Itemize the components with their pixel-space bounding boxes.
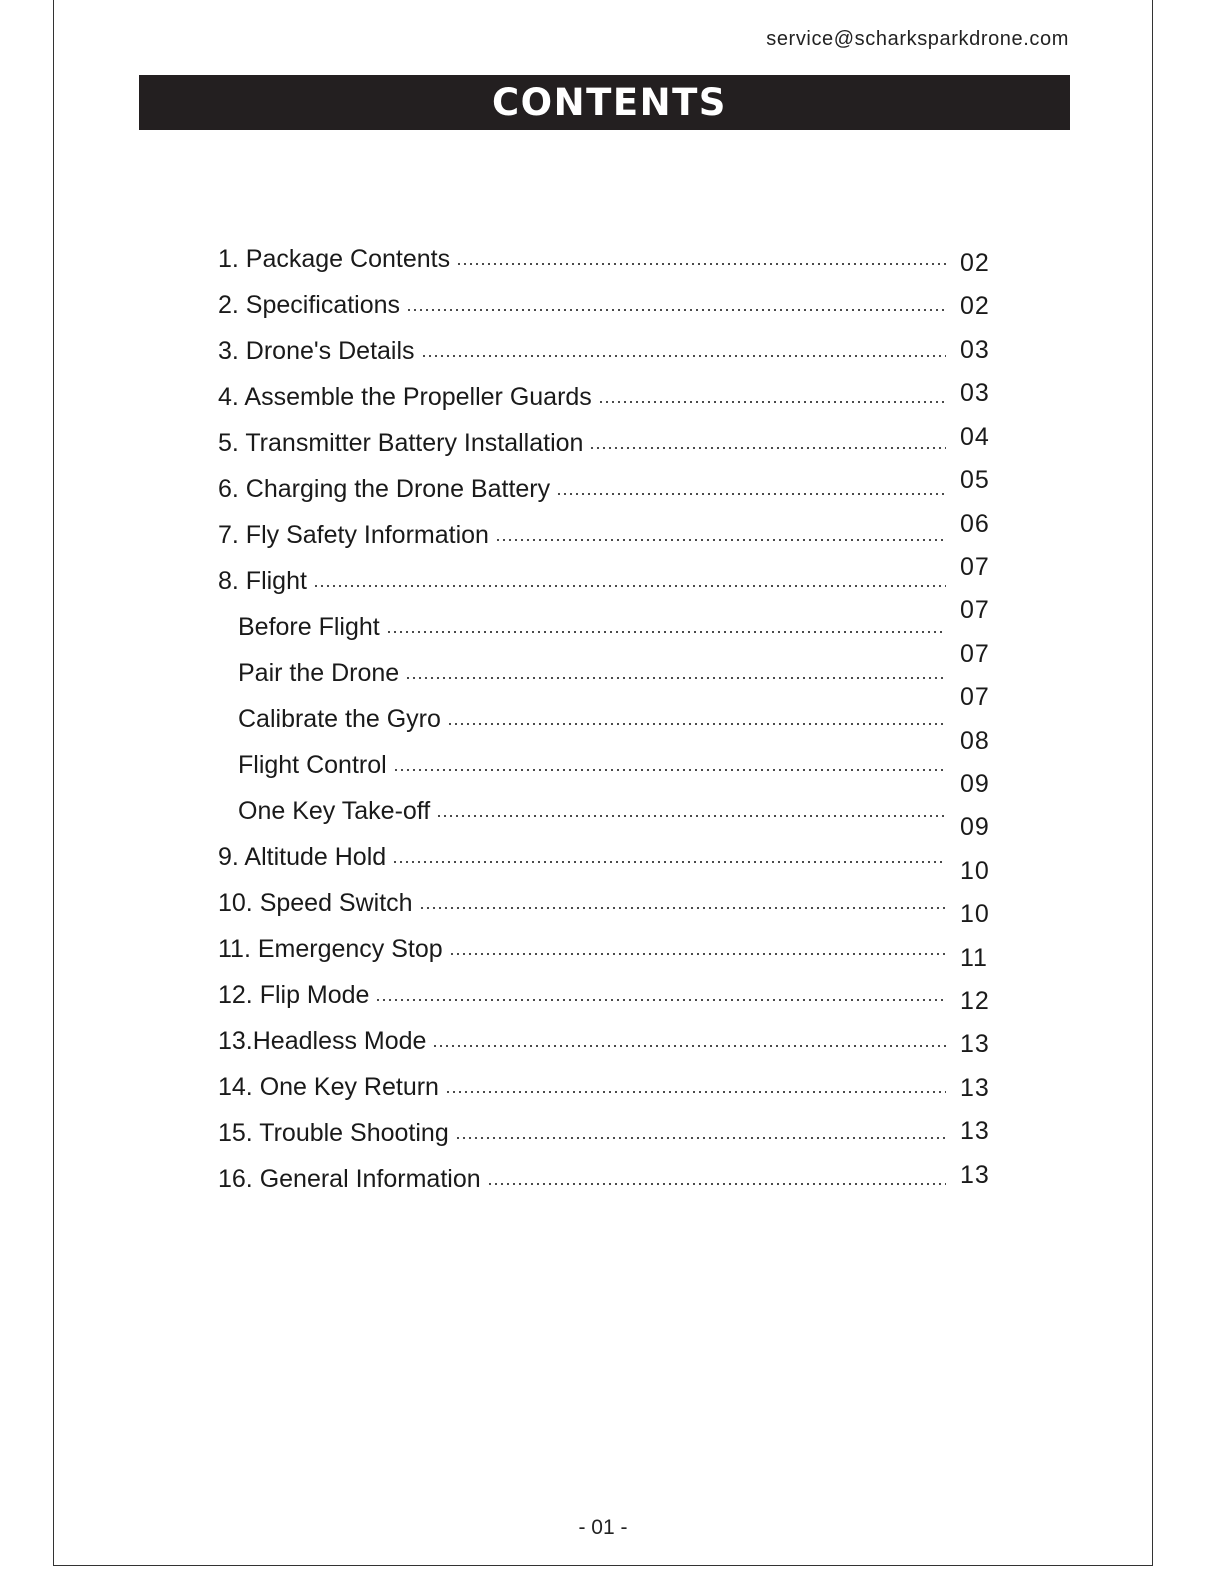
toc-entry-label: 10. Speed Switch — [218, 889, 413, 917]
page-number: 07 — [960, 640, 990, 668]
page-title: CONTENTS — [492, 81, 727, 124]
toc-entry-label: 12. Flip Mode — [218, 981, 370, 1009]
toc-entry-flight-control[interactable] — [238, 746, 946, 780]
page-number: 02 — [960, 292, 990, 320]
page-footer-number: - 01 - — [578, 1516, 628, 1539]
toc-entry-label: 16. General Information — [218, 1165, 481, 1193]
toc-entry-label: 2. Specifications — [218, 291, 401, 319]
dot-leader — [406, 309, 946, 311]
page-number: 13 — [960, 1161, 990, 1189]
page-number: 09 — [960, 770, 990, 798]
toc-entry-one-key-return[interactable] — [218, 1068, 946, 1102]
toc-entry-transmitter-battery[interactable] — [218, 424, 946, 458]
toc-entry-label: Pair the Drone — [238, 659, 400, 687]
toc-entry-label: 9. Altitude Hold — [218, 843, 387, 871]
toc-entry-label: 11. Emergency Stop — [218, 935, 443, 963]
page-number: 05 — [960, 466, 990, 494]
page-number: 03 — [960, 336, 990, 364]
page-number: 12 — [960, 987, 990, 1015]
dot-leader — [445, 1091, 946, 1093]
toc-entry-before-flight[interactable] — [238, 608, 946, 642]
toc-entry-label: Calibrate the Gyro — [238, 705, 441, 733]
toc-entry-label: 3. Drone's Details — [218, 337, 415, 365]
toc-entry-speed-switch[interactable] — [218, 884, 946, 918]
dot-leader — [393, 769, 946, 771]
page-number: 13 — [960, 1030, 990, 1058]
dot-leader — [432, 1045, 946, 1047]
dot-leader — [386, 631, 946, 633]
toc-entry-label: 4. Assemble the Propeller Guards — [218, 383, 592, 411]
dot-leader — [456, 263, 946, 265]
page-number: 07 — [960, 553, 990, 581]
dot-leader — [598, 401, 946, 403]
page-number: 09 — [960, 813, 990, 841]
toc-entry-calibrate-gyro[interactable] — [238, 700, 946, 734]
dot-leader — [495, 539, 946, 541]
dot-leader — [447, 723, 946, 725]
dot-leader — [405, 677, 946, 679]
toc-entry-label: 15. Trouble Shooting — [218, 1119, 449, 1147]
page-number: 13 — [960, 1117, 990, 1145]
toc-entry-propeller-guards[interactable] — [218, 378, 946, 412]
contact-email: service@scharksparkdrone.com — [766, 28, 1069, 50]
page-number: 06 — [960, 510, 990, 538]
toc-entry-label: Flight Control — [238, 751, 387, 779]
dot-leader — [419, 907, 946, 909]
dot-leader — [455, 1137, 946, 1139]
dot-leader — [436, 815, 946, 817]
dot-leader — [556, 493, 946, 495]
toc-entry-label: 8. Flight — [218, 567, 307, 595]
toc-entry-fly-safety[interactable] — [218, 516, 946, 550]
toc-entry-label: 1. Package Contents — [218, 245, 451, 273]
page-number: 07 — [960, 683, 990, 711]
dot-leader — [487, 1183, 946, 1185]
page-number: 10 — [960, 900, 990, 928]
toc-entry-label: 5. Transmitter Battery Installation — [218, 429, 584, 457]
toc-entry-altitude-hold[interactable] — [218, 838, 946, 872]
toc-entry-label: Before Flight — [238, 613, 380, 641]
dot-leader — [313, 585, 946, 587]
toc-entry-label: 7. Fly Safety Information — [218, 521, 489, 549]
toc-entry-label: 13.Headless Mode — [218, 1027, 427, 1055]
dot-leader — [421, 355, 946, 357]
toc-entry-flight[interactable] — [218, 562, 946, 596]
toc-entry-label: 6. Charging the Drone Battery — [218, 475, 551, 503]
page-number: 04 — [960, 423, 990, 451]
page-number: 11 — [960, 944, 988, 972]
toc-entry-general-information[interactable] — [218, 1160, 946, 1194]
toc-entry-trouble-shooting[interactable] — [218, 1114, 946, 1148]
toc-entry-pair-drone[interactable] — [238, 654, 946, 688]
page-number: 13 — [960, 1074, 990, 1102]
toc-entry-flip-mode[interactable] — [218, 976, 946, 1010]
toc-entry-headless-mode[interactable] — [218, 1022, 946, 1056]
toc-entry-charging-battery[interactable] — [218, 470, 946, 504]
page-number: 10 — [960, 857, 990, 885]
toc-entry-package-contents[interactable] — [218, 240, 946, 274]
toc-entry-specifications[interactable] — [218, 286, 946, 320]
dot-leader — [449, 953, 946, 955]
toc-entry-one-key-takeoff[interactable] — [238, 792, 946, 826]
page-number: 03 — [960, 379, 990, 407]
page-number: 02 — [960, 249, 990, 277]
toc-entry-label: One Key Take-off — [238, 797, 431, 825]
toc-entry-drones-details[interactable] — [218, 332, 946, 366]
toc-entry-label: 14. One Key Return — [218, 1073, 439, 1101]
dot-leader — [589, 447, 946, 449]
dot-leader — [375, 999, 946, 1001]
dot-leader — [392, 861, 946, 863]
toc-entry-emergency-stop[interactable] — [218, 930, 946, 964]
page-number: 07 — [960, 596, 990, 624]
page-number: 08 — [960, 727, 990, 755]
